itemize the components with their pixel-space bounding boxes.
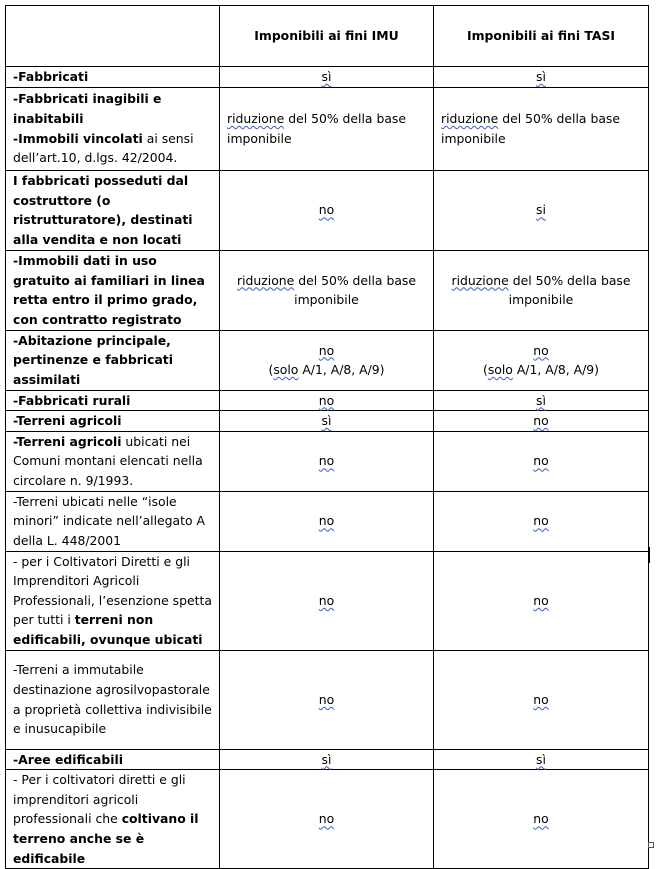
table-row [6, 87, 649, 170]
row-label: - Per i coltivatori diretti e gli imprenditori agricoli professionali che coltivano il terreno anche se è edificabile [6, 770, 220, 869]
imu-value: no [318, 392, 335, 408]
imu-value: no [318, 592, 335, 608]
tasi-value: sì [536, 69, 546, 84]
header-empty-cell [6, 6, 220, 67]
imu-value: no [318, 453, 335, 469]
table-row [6, 650, 649, 749]
row-label: -Terreni agricoli ubicati nei Comuni montani elencati nella circolare n. 9/1993. [6, 431, 220, 491]
row-label: -Aree edificabili [6, 749, 220, 770]
imu-value: riduzione del 50% della base imponibile [220, 87, 434, 170]
tasi-value: si [536, 202, 546, 218]
imu-value: sì [321, 751, 332, 767]
tasi-value: no [533, 453, 549, 469]
table-row [6, 170, 649, 250]
table-row [6, 491, 649, 551]
tasi-value: no [533, 811, 549, 827]
tasi-value: riduzione del 50% della base imponibile [434, 250, 649, 330]
table-row [6, 330, 649, 390]
table-row [6, 250, 649, 330]
imu-value: sì [321, 413, 332, 429]
imu-value: riduzione del 50% della base imponibile [220, 250, 434, 330]
imu-value: no [318, 202, 335, 218]
table-row [6, 390, 649, 411]
row-label: -Abitazione principale, pertinenze e fabbricati assimilati [6, 330, 220, 390]
imu-value: sì [321, 69, 332, 84]
row-label: -Terreni a immutabile destinazione agrosilvopastorale a proprietà collettiva indivisibile e inusucapibile [6, 650, 220, 749]
row-label: I fabbricati posseduti dal costruttore (o ristrutturatore), destinati alla vendita e non locati [6, 170, 220, 250]
imu-value: no (solo A/1, A/8, A/9) [220, 330, 434, 390]
table-row [6, 749, 649, 770]
table-row [6, 411, 649, 432]
row-label: -Fabbricati rurali [6, 390, 220, 411]
table-row [6, 551, 649, 650]
tasi-value: no [533, 413, 549, 429]
row-label: -Immobili dati in uso gratuito ai familiari in linea retta entro il primo grado, con contratto registrato [6, 250, 220, 330]
row-label: -Terreni ubicati nelle “isole minori” indicate nell’allegato A della L. 448/2001 [6, 491, 220, 551]
tasi-value: no [533, 691, 549, 707]
tasi-value: no (solo A/1, A/8, A/9) [434, 330, 649, 390]
imu-value: no [318, 811, 335, 827]
tasi-value: sì [536, 392, 546, 408]
tasi-value: sì [536, 751, 546, 767]
row-label: - per i Coltivatori Diretti e gli Imprenditori Agricoli Professionali, l’esenzione spetta per tutti i terreni non edificabili, ovunque ubicati [6, 551, 220, 650]
header-imu: Imponibili ai fini IMU [220, 6, 434, 67]
header-tasi: Imponibili ai fini TASI [434, 6, 649, 67]
imu-value: no [318, 513, 335, 529]
imu-value: no [318, 691, 335, 707]
tasi-value: riduzione del 50% della base imponibile [434, 87, 649, 170]
table-header-row [6, 6, 649, 67]
row-label: -Terreni agricoli [6, 411, 220, 432]
tasi-value: no [533, 513, 549, 529]
table-row [6, 431, 649, 491]
resize-handle[interactable] [648, 842, 654, 848]
tasi-value: no [533, 592, 549, 608]
row-label: -Fabbricati inagibili e inabitabili -Immobili vincolati ai sensi dell’art.10, d.lgs. 42/2004. [6, 87, 220, 170]
table-row [6, 67, 649, 88]
tax-table [5, 5, 649, 869]
text-cursor-marker [649, 547, 650, 563]
row-label: -Fabbricati [6, 67, 220, 88]
table-row [6, 770, 649, 869]
